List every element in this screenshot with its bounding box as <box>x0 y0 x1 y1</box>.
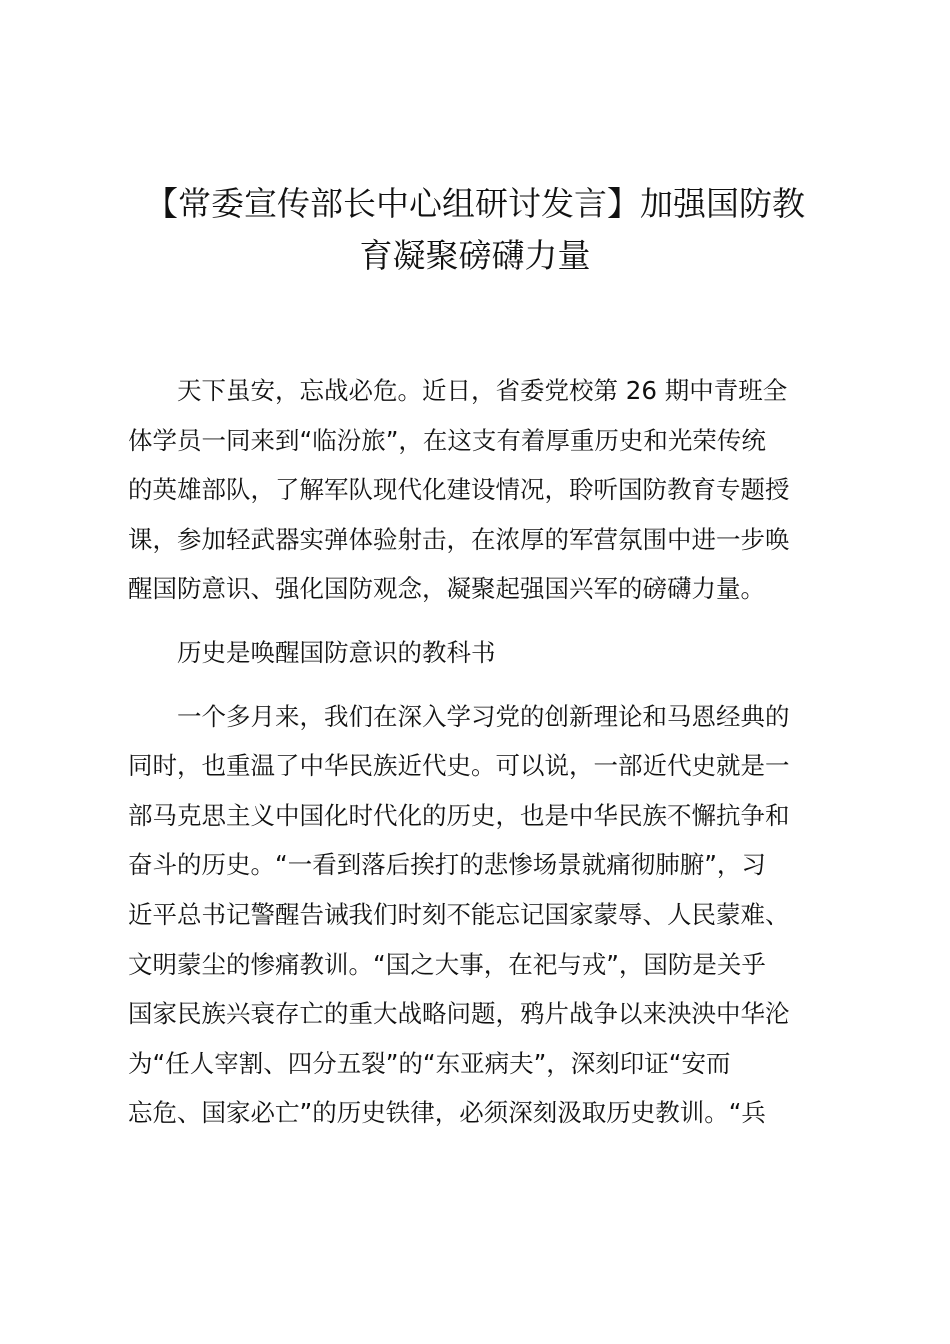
paragraph-intro <box>128 366 828 614</box>
paragraph-line: 近平总书记警醒告诫我们时刻不能忘记国家蒙辱、人民蒙难、 <box>128 899 790 929</box>
paragraph-line: 部马克思主义中国化时代化的历史，也是中华民族不懈抗争和 <box>128 800 790 830</box>
paragraph-line: 国家民族兴衰存亡的重大战略问题，鸦片战争以来泱泱中华沦 <box>128 999 790 1029</box>
title-line: 育凝聚磅礴力量 <box>359 236 591 275</box>
document-body <box>128 366 828 1138</box>
paragraph-line: 课，参加轻武器实弹体验射击，在浓厚的军营氛围中进一步唤 <box>128 524 790 554</box>
paragraph-line: 醒国防意识、强化国防观念，凝聚起强国兴军的磅礴力量。 <box>128 574 765 604</box>
paragraph-line: 体学员一同来到“临汾旅”，在这支有着厚重历史和光荣传统 <box>128 425 766 455</box>
paragraph-line: 奋斗的历史。“一看到落后挨打的悲惨场景就痛彻肺腑”，习 <box>128 850 766 880</box>
paragraph-line: 的英雄部队，了解军队现代化建设情况，聆听国防教育专题授 <box>128 475 790 505</box>
paragraph-line: 忘危、国家必亡”的历史铁律，必须深刻汲取历史教训。“兵 <box>128 1098 766 1128</box>
paragraph-gap <box>128 614 828 628</box>
paragraph-gap <box>128 678 828 692</box>
section-heading: 历史是唤醒国防意识的教科书 <box>177 637 496 667</box>
document-title <box>110 178 840 282</box>
paragraph-line: 同时，也重温了中华民族近代史。可以说，一部近代史就是一 <box>128 751 790 781</box>
paragraph-history <box>128 692 828 1138</box>
paragraph-line: 文明蒙尘的惨痛教训。“国之大事，在祀与戎”，国防是关乎 <box>128 949 766 979</box>
paragraph-line: 天下虽安，忘战必危。近日，省委党校第 26 期中青班全 <box>177 376 788 405</box>
paragraph-line: 一个多月来，我们在深入学习党的创新理论和马恩经典的 <box>177 701 790 731</box>
title-line: 【常委宣传部长中心组研讨发言】加强国防教 <box>145 184 805 223</box>
paragraph-line: 为“任人宰割、四分五裂”的“东亚病夫”，深刻印证“安而 <box>128 1048 731 1078</box>
